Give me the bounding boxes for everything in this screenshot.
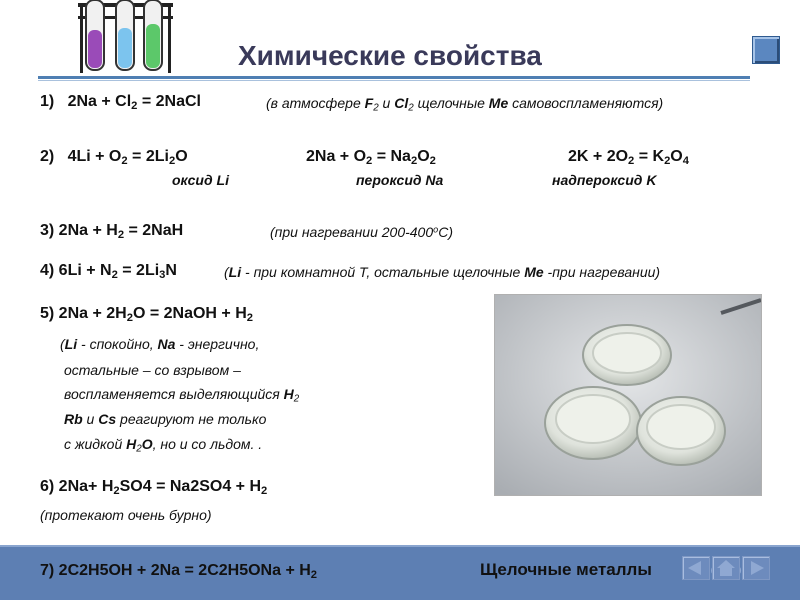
reaction-1-note: (в атмосфере $F_2$ и $Cl_2$ щелочные Ме самовоспламеняются) xyxy=(266,95,664,114)
reaction-3-note: (при нагревании 200-400$^o$С) xyxy=(270,224,453,240)
page-title: Химические свойства xyxy=(238,40,542,71)
label-potassium-superoxide: надпероксид K xyxy=(552,172,657,188)
water-dishes-photo xyxy=(494,294,762,496)
test-tubes-icon xyxy=(78,0,173,74)
title-divider xyxy=(38,76,750,79)
prev-arrow-icon xyxy=(683,557,709,579)
reaction-4-note: (Li - при комнатной Т, остальные щелочные Ме -при нагревании) xyxy=(224,264,661,280)
reaction-2-lithium: 2) $4Li + O_2 = 2Li_2O$ xyxy=(40,148,188,167)
reaction-3: 3) $2Na + H_2 = 2NaH$ xyxy=(40,222,184,241)
label-lithium-oxide: оксид Li xyxy=(172,172,229,188)
reaction-5-note-1: (Li - спокойно, Na - энергично, xyxy=(60,336,260,352)
reaction-2-sodium: $2Na + O_2 = Na_2O_2$ xyxy=(306,148,436,167)
reaction-4: 4) $6Li + N_2 = 2Li_3N$ xyxy=(40,262,177,281)
reaction-6: 6) $2Na+ H_2SO4 = Na2SO4 + H_2$ xyxy=(40,478,268,497)
home-icon xyxy=(713,557,739,579)
reaction-7: 7) $2C2H5OH + 2Na = 2C2H5ONa + H_2$ xyxy=(40,562,318,581)
prev-button[interactable] xyxy=(682,556,710,580)
home-button[interactable] xyxy=(712,556,740,580)
reaction-6-note: (протекают очень бурно) xyxy=(40,507,212,523)
reaction-5-note-4: Rb и Cs реагируют не только xyxy=(64,411,267,427)
title-divider-light xyxy=(38,80,750,81)
reaction-5: 5) $2Na + 2H_2O$ = 2NaOH + $H_2$ xyxy=(40,305,254,324)
reaction-1: 1) $2Na + Cl_2$ = 2NaCl xyxy=(40,93,201,112)
corner-square-icon xyxy=(752,36,780,64)
reaction-5-note-3: воспламеняется выделяющийся $H_2$ xyxy=(64,386,300,405)
label-sodium-peroxide: пероксид Na xyxy=(356,172,444,188)
reaction-5-note-2: остальные – со взрывом – xyxy=(64,362,241,378)
next-arrow-icon xyxy=(743,557,769,579)
footer-top-line xyxy=(0,545,800,547)
reaction-5-note-5: с жидкой $H_2O$, но и со льдом. . xyxy=(64,436,263,455)
reaction-2-potassium: $2K + 2O_2 = K_2O_4$ xyxy=(568,148,689,167)
footer-section-label: Щелочные металлы xyxy=(480,560,652,579)
next-button[interactable] xyxy=(742,556,770,580)
